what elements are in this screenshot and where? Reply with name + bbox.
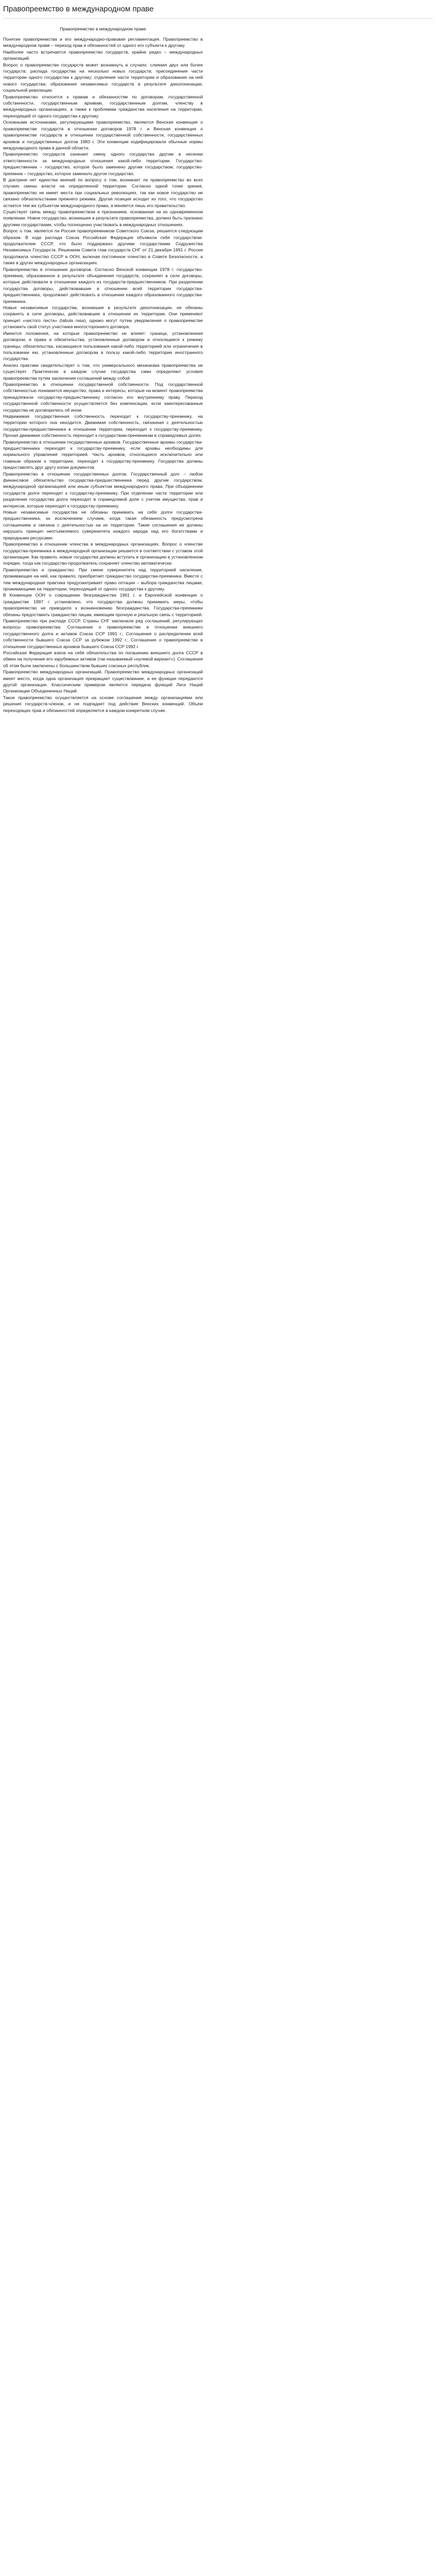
paragraph: Российская Федерация взяла на себя обязательства по погашению внешнего долга СССР в обмен на получение его зарубежных активов (так называемый «нулевой вариант»). Соглашения об этом были заключены с большинством бывших союзных республик. (3, 650, 203, 668)
article-subheading: Правопреемство в международном праве (60, 26, 146, 31)
paragraph: Существует связь между правопреемством и признанием, основанная на их одновременном появлении. Новое государство, возникшее в результате правопреемства, должно быть признано другими государствами, чтобы полноценно участвовать в международных отношениях. (3, 209, 203, 227)
paragraph: Правопреемство относится к правам и обязанностям по договорам, государственной собственности, государственным архивам, государственным долгам, членству в международных организациях, а также к проблемам гражданства населения на территории, переходящей от одного государства к другому. (3, 94, 203, 118)
paragraph: Такое правопреемство осуществляется на основе соглашения между организациями или решения государств-членов, и не подпадает под действие Венских конвенций. Объем переходящих прав и обязанностей определяется в каждом конкретном случае. (3, 694, 203, 713)
paragraph: Вопрос о том, является ли Россия правопреемником Советского Союза, решается следующим образом. В ходе распада Союза Российская Федерация объявила себя государством-продолжателем СССР, что было поддержано другими государствами Содружества Независимых Государств. Решением Совета глав государств СНГ от 21 декабря 1991 г. Россия продолжила членство СССР в ООН, включая постоянное членство в Совете Безопасности, а также в других международных организациях. (3, 228, 203, 266)
paragraph: Правопреемство в отношении членства в международных организациях. Вопрос о членстве государства-преемника в международной организации решается в соответствии с уставом этой организации. Как правило, новые государства должны вступать в организацию в установленном порядке, тогда как государство-продолжатель сохраняет членство автоматически. (3, 541, 203, 566)
paragraph: Правопреемство и гражданство. При смене суверенитета над территорией население, проживающее на ней, как правило, приобретает гражданство государства-преемника. Вместе с тем международная практика предусматривает право оптации – выбора гражданства лицами, проживающими на территории, переходящей от одного государства к другому. (3, 567, 203, 591)
paragraph: Новые независимые государства, возникшие в результате деколонизации, не обязаны сохранять в силе договоры, действовавшие в отношении их территории. Они применяют принцип «чистого листа» (tabula rasa), однако могут путем уведомления о правопреемстве установить свой статус участника многостороннего договора. (3, 305, 203, 330)
paragraph: Основными источниками, регулирующими правопреемство, являются Венская конвенция о правопреемстве государств в отношении договоров 1978 г. и Венская конвенция о правопреемстве государств в отношении государственной собственности, государственных архивов и государственных долгов 1983 г. Эти конвенции кодифицировали обычные нормы международного права в данной области. (3, 120, 203, 150)
paragraph: Понятие правопреемства и его международно-правовая регламентация. Правопреемство в международном праве – переход прав и обязанностей от одного его субъекта к другому. (3, 37, 203, 48)
paragraph: Вопрос о правопреемстве государств может возникнуть в случаях: слияния двух или более государств; распада государства на несколько новых государств; присоединения части территории одного государства к другому; отделения части территории и образования на ней нового государства; образования независимых государств в результате деколонизации; социальной революции. (3, 62, 203, 93)
paragraph: Анализ практики свидетельствует о том, что универсального механизма правопреемства не существует. Практически в каждом случае государства сами определяют условия правопреемства путем заключения соглашений между собой. (3, 362, 203, 381)
paragraph: Правопреемство в отношении государственных архивов. Государственные архивы государства-предшественника переходят к государству-преемнику, если архивы необходимы для нормального управления территорией. Часть архивов, относящаяся исключительно или главным образом к территории, переходит к государству-преемнику. Государства должны предоставлять друг другу копии документов. (3, 439, 203, 470)
paragraph: Недвижимая государственная собственность переходит к государству-преемнику, на территории которого она находится. Движимая собственность, связанная с деятельностью государства-предшественника в отношении территории, переходит к государству-преемнику. Прочая движимая собственность переходит к государствам-преемникам в справедливых долях. (3, 413, 203, 438)
paragraph: Правопреемство в отношении государственных долгов. Государственный долг – любое финансовое обязательство государства-предшественника перед другим государством, международной организацией или иным субъектом международного права. При объединении государств долги переходят к государству-преемнику. При отделении части территории или разделении государства долги переходят в справедливой доле с учетом имущества, прав и интересов, которые переходят к государству-преемнику. (3, 471, 203, 509)
page-title: Правопреемство в международном праве (3, 5, 154, 13)
article-body (3, 19, 203, 734)
paragraph: В Конвенции ООН о сокращении безгражданства 1961 г. и Европейской конвенции о гражданстве 1997 г. установлено, что государства должны принимать меры, чтобы правопреемство не приводило к возникновению безгражданства. Государства-преемники обязаны предоставить гражданство лицам, имеющим прочную и реальную связь с территорией. (3, 592, 203, 617)
paragraph: Правопреемство при распаде СССР. Страны СНГ заключили ряд соглашений, регулирующих вопросы правопреемства: Соглашение о правопреемстве в отношении внешнего государственного долга и активов Союза ССР 1991 г.; Соглашение о распределении всей собственности бывшего Союза ССР за рубежом 1992 г.; Соглашение о правопреемстве в отношении государственных архивов бывшего Союза ССР 1992 г. (3, 618, 203, 649)
paragraph: Правопреемство международных организаций. Правопреемство международных организаций имеет место, когда одна организация прекращает существование, а ее функции передаются другой организации. Классическим примером является передача функций Лиги Наций Организации Объединенных Наций. (3, 669, 203, 694)
page (0, 0, 436, 734)
paragraph: Правопреемство государств означает смену одного государства другим в несении ответственности за международные отношения какой-либо территории. Государство-предшественник – государство, которое было заменено другим государством; государство-преемник – государство, которое заменило другое государство. (3, 151, 203, 176)
paragraph: В доктрине нет единства мнений по вопросу о том, возникает ли правопреемство во всех случаях смены власти на определенной территории. Согласно одной точке зрения, правопреемство не имеет места при социальных революциях, так как новое государство не связано обязательствами прежнего режима. Другая позиция исходит из того, что государство остается тем же субъектом международного права, а меняется лишь его правительство. (3, 177, 203, 208)
paragraph-list (3, 36, 203, 714)
paragraph: Наиболее часто встречается правопреемство государств, крайне редко – международных организаций. (3, 49, 203, 61)
paragraph: Правопреемство в отношении государственной собственности. Под государственной собственностью понимается имущество, права и интересы, которые на момент правопреемства принадлежали государству-предшественнику согласно его внутреннему праву. Переход государственной собственности осуществляется без компенсации, если заинтересованные государства не договорились об ином. (3, 381, 203, 413)
paragraph: Новые независимые государства не обязаны принимать на себя долги государства-предшественника, за исключением случаев, когда такая обязанность предусмотрена соглашением и связана с деятельностью на их территории. Такие соглашения не должны нарушать принцип неотъемлемого суверенитета каждого народа над его богатствами и природными ресурсами. (3, 510, 203, 540)
paragraph: Правопреемство в отношении договоров. Согласно Венской конвенции 1978 г. государство-преемник, образованное в результате объединения государств, сохраняет в силе договоры, которые действовали в отношении каждого из государств-предшественников. При разделении государства договоры, действовавшие в отношении всей территории государства-предшественника, продолжают действовать в отношении каждого образованного государства-преемника. (3, 266, 203, 304)
paragraph: Имеются положения, на которые правопреемство не влияет: граница, установленная договором, и права и обязательства, установленные договором и относящиеся к режиму границы; обязательства, касающиеся пользования какой-либо территорией или ограничения в пользовании ею, установленные договором в пользу какой-либо территории иностранного государства. (3, 330, 203, 362)
